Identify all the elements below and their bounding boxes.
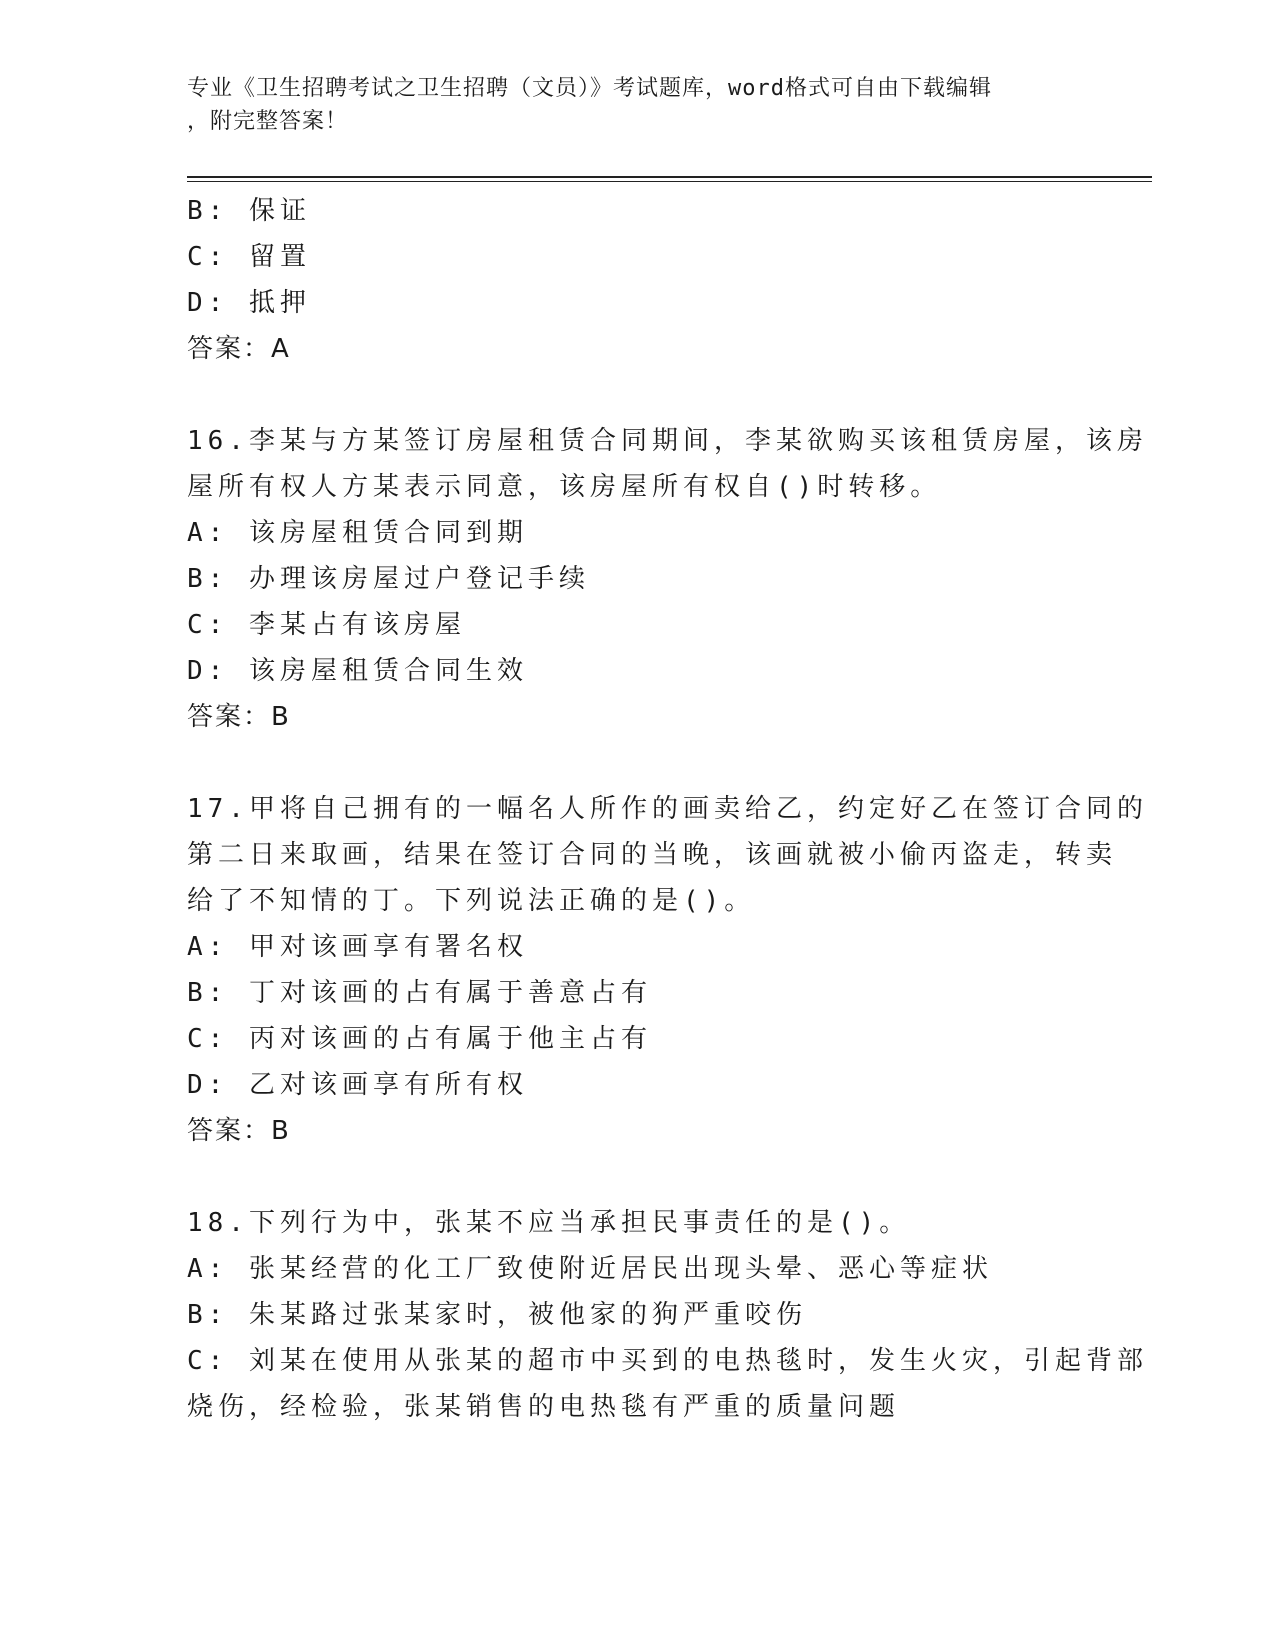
question-16 [187, 418, 1148, 740]
option-c: C: 李某占有该房屋 [187, 610, 466, 640]
spacer [187, 372, 1087, 418]
question-17 [187, 786, 1148, 1154]
option-a: A: 甲对该画享有署名权 [187, 932, 528, 962]
option-b: B: 朱某路过张某家时，被他家的狗严重咬伤 [187, 1300, 807, 1330]
question-text-line: 屋所有权人方某表示同意，该房屋所有权自()时转移。 [187, 472, 942, 502]
spacer [187, 1154, 1087, 1200]
option-a: A: 该房屋租赁合同到期 [187, 518, 528, 548]
header-line-1: 专业《卫生招聘考试之卫生招聘（文员）》考试题库，word格式可自由下载编辑 [187, 76, 992, 101]
question-text-line: 18.下列行为中，张某不应当承担民事责任的是()。 [187, 1208, 911, 1238]
option-b: B: 保证 [187, 196, 311, 226]
question-content [187, 188, 1148, 1430]
answer-line: 答案：A [187, 334, 291, 364]
question-18 [187, 1200, 1148, 1430]
option-b: B: 办理该房屋过户登记手续 [187, 564, 590, 594]
option-c: C: 刘某在使用从张某的超市中买到的电热毯时，发生火灾，引起背部 [187, 1346, 1148, 1376]
answer-line: 答案：B [187, 702, 291, 732]
document-header [187, 72, 1067, 138]
question-text-line: 第二日来取画，结果在签订合同的当晚，该画就被小偷丙盗走，转卖 [187, 840, 1118, 870]
option-b: B: 丁对该画的占有属于善意占有 [187, 978, 652, 1008]
header-divider [187, 176, 1152, 182]
option-c: C: 丙对该画的占有属于他主占有 [187, 1024, 652, 1054]
question-15-tail [187, 188, 1087, 372]
option-c-continuation: 烧伤，经检验，张某销售的电热毯有严重的质量问题 [187, 1392, 901, 1422]
option-d: D: 乙对该画享有所有权 [187, 1070, 528, 1100]
question-text-line: 给了不知情的丁。下列说法正确的是()。 [187, 886, 756, 916]
question-text-line: 16.李某与方某签订房屋租赁合同期间，李某欲购买该租赁房屋，该房 [187, 426, 1148, 456]
answer-line: 答案：B [187, 1116, 291, 1146]
header-line-2: ，附完整答案！ [187, 109, 349, 134]
option-d: D: 该房屋租赁合同生效 [187, 656, 528, 686]
spacer [187, 740, 1087, 786]
question-text-line: 17.甲将自己拥有的一幅名人所作的画卖给乙，约定好乙在签订合同的 [187, 794, 1148, 824]
option-c: C: 留置 [187, 242, 311, 272]
option-a: A: 张某经营的化工厂致使附近居民出现头晕、恶心等症状 [187, 1254, 993, 1284]
option-d: D: 抵押 [187, 288, 311, 318]
